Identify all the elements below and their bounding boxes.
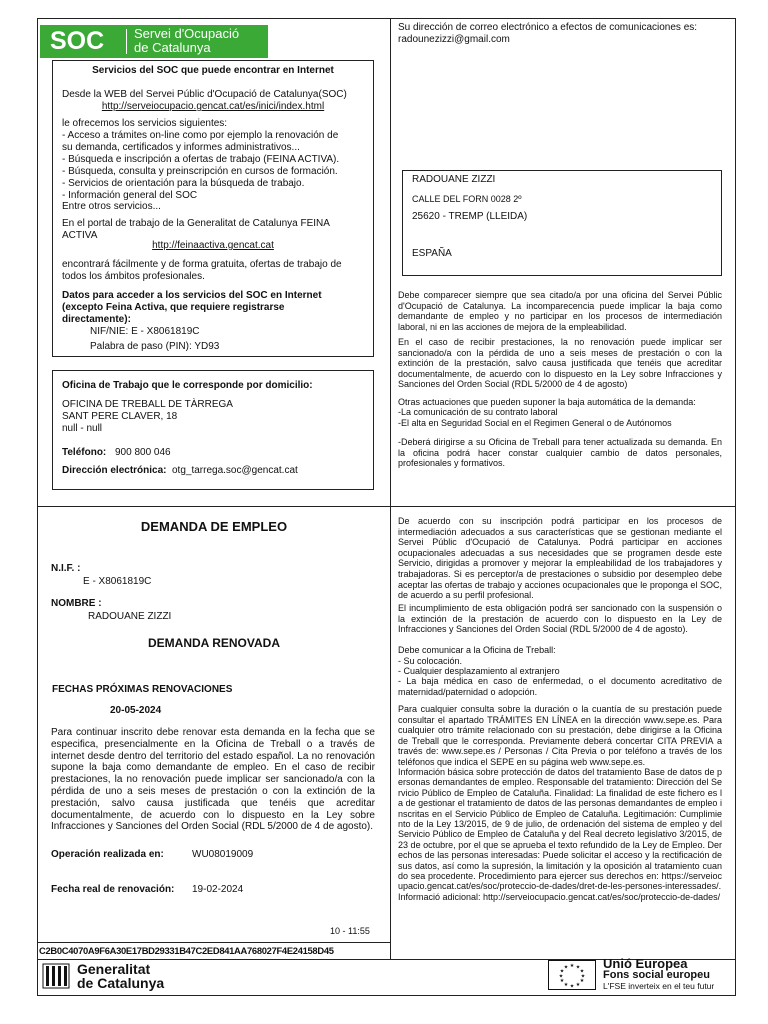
portal-line1: En el portal de trabajo de la Generalitat de Catalunya FEINA <box>62 218 330 229</box>
soc-acronym: SOC <box>50 27 105 55</box>
operation-value: WU08019009 <box>192 849 254 860</box>
notice-top-p3c: -El alta en Seguridad Social en el Regimen General o de Autónomos <box>398 418 672 428</box>
notice-bottom-p3b: - Su colocación. <box>398 656 463 666</box>
svg-text:★: ★ <box>575 982 581 988</box>
svg-text:★: ★ <box>563 982 569 988</box>
portal-after1: encontrará fácilmente y de forma gratuita, ofertas de trabajo de <box>62 259 342 270</box>
generalitat-line2: de Catalunya <box>77 975 165 991</box>
demand-status: DEMANDA RENOVADA <box>148 636 280 650</box>
services-line: - Búsqueda, consulta y preinscripción en cursos de formación. <box>62 166 338 177</box>
verification-hash: C2B0C4070A9F6A30E17BD29331B47C2ED841AA768027F4E24158D45 <box>39 945 334 956</box>
notice-bottom-p3d: - La baja médica en caso de enfermedad, o el documento acreditativo de maternidad/paternidad o adopción. <box>398 676 722 697</box>
services-line: le ofrecemos los servicios siguientes: <box>62 118 228 129</box>
time-code: 10 - 11:55 <box>330 926 370 936</box>
pin-line: Palabra de paso (PIN): YD93 <box>90 341 220 352</box>
logo-separator <box>126 29 127 54</box>
center-divider <box>390 18 391 960</box>
services-line: su demanda, certificados y informes administrativos... <box>62 142 300 153</box>
next-renewals-label: FECHAS PRÓXIMAS RENOVACIONES <box>52 684 233 695</box>
middle-divider <box>37 506 735 507</box>
notice-top-p3b: -La comunicación de su contrato laboral <box>398 407 558 417</box>
renewal-paragraph: Para continuar inscrito debe renovar esta demanda en la fecha que se especifica, presencialmente en la Oficina de Treball o a través de internet desde dentro del territorio del estado español. La no renovación supone la baja como demandante de empleo. En el caso de recibir prestaciones, la no renovación puede implicar ser sancionado/a con la pérdida de uno a seis meses de prestación o con la extinción de la prestación, salvo causa justificada que tenéis que acreditar documentalmente, de acuerdo con lo dispuesto en la Ley sobre Infracciones y Sanciones del Orden Social (RDL 5/2000 de 4 de agosto). <box>51 727 375 833</box>
email-label: Su dirección de correo electrónico a efectos de comunicaciones es: <box>398 22 698 33</box>
eu-flag-icon <box>548 960 596 990</box>
notice-top-p1: Debe comparecer siempre que sea citado/a por una oficina del Servei Públic d'Ocupació de Catalunya. La incomparecencia puede implicar la baja como demandante de empleo y no participar en los procesos de intermediación laboral, ni en las acciones de mejora de la empleabilidad. <box>398 290 722 332</box>
services-line: - Acceso a trámites on-line como por ejemplo la renovación de <box>62 130 339 141</box>
svg-text:★: ★ <box>580 973 586 980</box>
internet-intro: Desde la WEB del Servei Públic d'Ocupació de Catalunya(SOC) <box>62 89 347 100</box>
office-city: null - null <box>62 423 103 434</box>
access-title3: directamente): <box>62 314 131 325</box>
svg-text:★: ★ <box>569 963 575 969</box>
office-phone-label: Teléfono: <box>62 447 107 458</box>
next-renewal-date: 20-05-2024 <box>110 705 162 716</box>
internet-box-title: Servicios del SOC que puede encontrar en Internet <box>92 65 334 76</box>
notice-top-p2: En el caso de recibir prestaciones, la no renovación puede implicar ser sancionado/a con la pérdida de uno a seis meses de prestación o con la extinción de la prestación, salvo causa justificada que tenéis que acreditar documentalmente, de acuerdo con lo dispuesto en la Ley sobre Infracciones y Sanciones del Orden Social (RDL 5/2000 de 4 de agosto) <box>398 337 722 390</box>
svg-text:★: ★ <box>579 968 585 975</box>
notice-bottom-p1: De acuerdo con su inscripción podrá participar en los procesos de intermediación adecuados a sus características que se gestionan mediante el Servei Públic d'Ocupació de Catalunya. Podrá participar en acciones ocupacionales adecuadas a sus necesidades que se programen desde este Servicio, dirigidas a promover y mejorar la empleabilidad de los trabajadores y trabajadoras. Si es perceptor/a de prestaciones o subsidio por desempleo debe aceptar las ofertas de trabajo y acciones ocupacionales que le proponga el SOC, de acuerdo a su perfil profesional. <box>398 516 722 601</box>
hash-top-line <box>37 942 391 943</box>
soc-logo <box>40 25 268 58</box>
notice-bottom-p3a: Debe comunicar a la Oficina de Treball: <box>398 645 556 655</box>
svg-text:★: ★ <box>569 983 575 990</box>
operation-label: Operación realizada en: <box>51 849 164 860</box>
office-email-label: Dirección electrónica: <box>62 465 167 476</box>
eu-line1: Unió Europea <box>603 956 688 971</box>
soc-name-line1: Servei d'Ocupació <box>134 26 240 41</box>
eu-line3: L'FSE inverteix en el teu futur <box>603 981 715 991</box>
office-box-title: Oficina de Trabajo que le corresponde por domicilio: <box>62 380 313 391</box>
nif-label: N.I.F. : <box>51 563 81 574</box>
access-title2: (excepto Feina Activa, que requiere registrarse <box>62 302 285 313</box>
soc-url-link[interactable] <box>53 101 373 113</box>
notice-top-p4: -Deberá dirigirse a su Oficina de Treball para tener actualizada su demanda. En la oficina podrá hacer constar cualquier cambio de datos personales, profesionales y formativos. <box>398 437 722 469</box>
svg-text:★: ★ <box>563 964 569 971</box>
notice-bottom-p5: Información básica sobre protección de datos del tratamiento Base de datos de personas demandantes de empleo. Responsable del tratamiento: Dirección del Servicio Público de Empleo de Cataluña. Finalidad: La finalidad de este fichero es la de gestionar el tratamiento de datos de las personas demandantes de empleo inscritas en el Servicio Público de Empleo de Cataluña. Legitimación: Cumplimiento de la Ley 13/2015, de 9 de julio, de ordenación del sistema de empleo y del Servicio Público de Empleo de Cataluña y del Real decreto legislativo 3/2015, de 23 de octubre, por el que se aprueba el texto refundido de la Ley de Empleo. Derechos de las personas interesadas: Puede solicitar el acceso y la rectificación de sus datos, así como la supresión, la limitación y la oposición al tratamiento cuando sea procedente. Procedimiento para ejercer sus derechos en: https://serveiocupacio.gencat.cat/es/soc/proteccio-de-dades/dret-de-les-persones-interessades/. Informació adicional: http://serveiocupacio.gencat.cat/es/soc/proteccio-de-dades/ <box>398 767 722 902</box>
nif-value: E - X8061819C <box>83 576 152 587</box>
nif-nie-line: NIF/NIE: E - X8061819C <box>90 326 200 337</box>
soc-name-line2: de Catalunya <box>134 40 211 55</box>
soc-url-text[interactable]: http://serveiocupacio.gencat.cat/es/inici/index.html <box>101 101 325 112</box>
name-value: RADOUANE ZIZZI <box>88 611 172 622</box>
portal-line2: ACTIVA <box>62 230 98 241</box>
office-email[interactable]: otg_tarrega.soc@gencat.cat <box>172 465 298 476</box>
services-line: - Búsqueda e inscripción a ofertas de trabajo (FEINA ACTIVA). <box>62 154 340 165</box>
services-line: - Información general del SOC <box>62 190 198 201</box>
services-line: - Servicios de orientación para la búsqueda de trabajo. <box>62 178 305 189</box>
svg-text:★: ★ <box>559 968 565 975</box>
recipient-name: RADOUANE ZIZZI <box>412 174 496 185</box>
office-street: SANT PERE CLAVER, 18 <box>62 411 178 422</box>
services-line: Entre otros servicios... <box>62 201 161 212</box>
demand-title: DEMANDA DE EMPLEO <box>140 519 288 534</box>
notice-bottom-p3c: - Cualquier desplazamiento al extranjero <box>398 666 560 676</box>
generalitat-logo <box>41 962 71 990</box>
eu-line2: Fons social europeu <box>603 969 710 981</box>
feina-activa-url[interactable]: http://feinaactiva.gencat.cat <box>152 240 274 251</box>
recipient-country: ESPAÑA <box>412 248 452 259</box>
notice-bottom-p4: Para cualquier consulta sobre la duración o la cuantía de su prestación puede consultar el apartado TRÁMITES EN LÍNEA en la dirección www.sepe.es. Para cualquier otro trámite relacionado con su prestación, debe dirigirse a la Oficina de Treball que le corresponda. Previamente deberá concertar CITA PREVIA a través de: www.sepe.es / Personas / Cita Previa o por teléfono a través de los teléfonos que indica el SEPE en su página web www.sepe.es. <box>398 704 722 767</box>
svg-text:★: ★ <box>558 973 564 980</box>
office-name: OFICINA DE TREBALL DE TÀRREGA <box>62 399 233 410</box>
recipient-city: 25620 - TREMP (LLEIDA) <box>412 211 528 222</box>
real-renewal-value: 19-02-2024 <box>192 884 244 895</box>
real-renewal-label: Fecha real de renovación: <box>51 884 175 895</box>
feina-activa-link[interactable] <box>53 240 373 252</box>
recipient-street: CALLE DEL FORN 0028 2º <box>412 194 522 204</box>
access-title1: Datos para acceder a los servicios del SOC en Internet <box>62 290 322 301</box>
senyera-icon <box>41 962 71 990</box>
generalitat-line1: Generalitat <box>77 961 151 977</box>
name-label: NOMBRE : <box>51 598 102 609</box>
email-value: radounezizzi@gmail.com <box>398 34 510 45</box>
svg-text:★: ★ <box>579 978 585 984</box>
notice-bottom-p2: El incumplimiento de esta obligación podrá ser sancionado con la suspensión o la extinción de la prestación de acuerdo con lo dispuesto en la Ley de Infracciones y Sanciones del Orden Social (RDL 5/2000 de 4 de agosto). <box>398 603 722 635</box>
office-phone: 900 800 046 <box>115 447 171 458</box>
notice-top-p3a: Otras actuaciones que pueden suponer la baja automática de la demanda: <box>398 397 696 407</box>
svg-text:★: ★ <box>575 964 581 971</box>
portal-after2: todos los ámbitos profesionales. <box>62 271 205 282</box>
svg-text:★: ★ <box>559 978 565 984</box>
